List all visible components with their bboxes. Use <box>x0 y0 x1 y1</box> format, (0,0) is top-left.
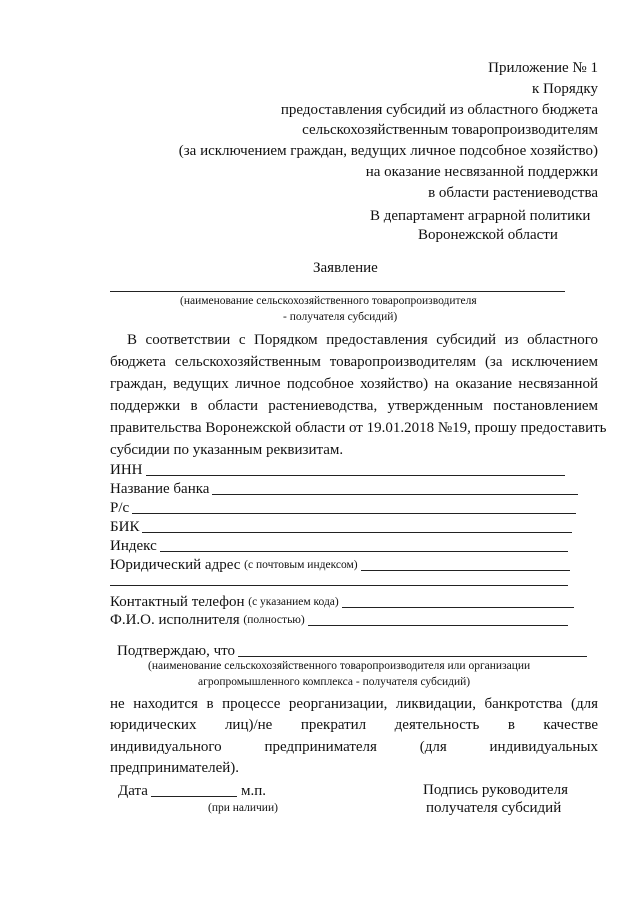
confirm-paragraph <box>110 694 598 779</box>
index-label: Индекс <box>110 538 157 554</box>
account-label: Р/с <box>110 500 130 516</box>
confirm-input-line[interactable] <box>238 656 587 657</box>
confirm-caption-2: агропромышленного комплекса - получателя субсидий) <box>198 676 471 688</box>
date-label: Дата <box>118 783 148 799</box>
signature-label-2: получателя субсидий <box>426 800 562 816</box>
bik-field[interactable] <box>110 518 572 536</box>
phone-input-line[interactable] <box>342 607 574 608</box>
bik-label: БИК <box>110 519 140 535</box>
paragraph-line: индивидуального предпринимателя (для индивидуальных <box>110 738 598 755</box>
executor-note: (полностью) <box>243 614 305 626</box>
addressee-line1: В департамент аграрной политики <box>370 208 591 224</box>
phone-field[interactable] <box>110 593 574 611</box>
legal-address-input-line[interactable] <box>361 570 570 571</box>
phone-label: Контактный телефон <box>110 594 245 610</box>
document-title: Заявление <box>313 260 378 276</box>
request-paragraph <box>110 329 607 461</box>
inn-input-line[interactable] <box>146 475 566 476</box>
confirm-caption-1: (наименование сельскохозяйственного товаропроизводителя или организации <box>148 660 531 672</box>
bank-label: Название банка <box>110 481 210 497</box>
header-line: предоставления субсидий из областного бюджета <box>280 101 598 118</box>
header-line: Приложение № 1 <box>488 60 598 76</box>
index-input-line[interactable] <box>160 551 568 552</box>
header-line: (за исключением граждан, ведущих личное подсобное хозяйство) <box>178 143 598 160</box>
paragraph-line: бюджета сельскохозяйственным товаропроизводителям (за исключением <box>110 354 598 370</box>
signature-label-1: Подпись руководителя <box>423 782 568 798</box>
header-line: к Порядку <box>532 80 598 97</box>
inn-field[interactable] <box>110 461 565 479</box>
index-field[interactable] <box>110 537 568 555</box>
legal-address-note: (с почтовым индексом) <box>244 559 358 571</box>
bik-input-line[interactable] <box>142 532 572 533</box>
addressee-line2: Воронежской области <box>418 227 558 243</box>
legal-address-field[interactable] <box>110 556 570 574</box>
paragraph-line: В соответствии с Порядком предоставления субсидий из областного <box>127 332 598 348</box>
paragraph-line: предпринимателей). <box>110 759 240 776</box>
paragraph-line: поддержки в области растениеводства, утвержденным постановлением <box>110 398 598 414</box>
account-input-line[interactable] <box>132 513 576 514</box>
applicant-caption-1: (наименование сельскохозяйственного товаропроизводителя <box>180 295 477 307</box>
bank-field[interactable] <box>110 480 578 498</box>
legal-address-label: Юридический адрес <box>110 557 241 573</box>
applicant-name-line[interactable] <box>110 291 565 292</box>
date-field[interactable] <box>118 782 266 800</box>
header-line: в области растениеводства <box>428 184 598 201</box>
paragraph-line: не находится в процессе реорганизации, ликвидации, банкротства (для <box>110 696 598 712</box>
stamp-label: м.п. <box>240 783 266 799</box>
header-line: на оказание несвязанной поддержки <box>365 163 598 180</box>
confirm-field[interactable] <box>117 642 587 660</box>
header-line: сельскохозяйственным товаропроизводителям <box>302 122 598 139</box>
executor-field[interactable] <box>110 611 568 629</box>
account-field[interactable] <box>110 499 576 517</box>
bank-input-line[interactable] <box>212 494 578 495</box>
executor-label: Ф.И.О. исполнителя <box>110 612 240 628</box>
applicant-caption-2: - получателя субсидий) <box>283 311 398 323</box>
executor-input-line[interactable] <box>308 625 568 626</box>
phone-note: (с указанием кода) <box>248 596 339 608</box>
date-input-line[interactable] <box>151 796 237 797</box>
stamp-note: (при наличии) <box>208 802 278 814</box>
paragraph-line: правительства Воронежской области от 19.01.2018 №19, прошу предоставить <box>110 420 607 436</box>
paragraph-line: субсидии по указанным реквизитам. <box>110 442 344 458</box>
paragraph-line: юридических лиц)/не прекратил деятельность в качестве <box>110 717 598 734</box>
paragraph-line: граждан, ведущих личное подсобное хозяйство) на оказание несвязанной <box>110 376 598 392</box>
confirm-label: Подтверждаю, что <box>117 643 236 659</box>
inn-label: ИНН <box>110 462 143 478</box>
legal-address-continuation-line[interactable] <box>110 585 568 586</box>
appendix-header <box>179 58 598 204</box>
